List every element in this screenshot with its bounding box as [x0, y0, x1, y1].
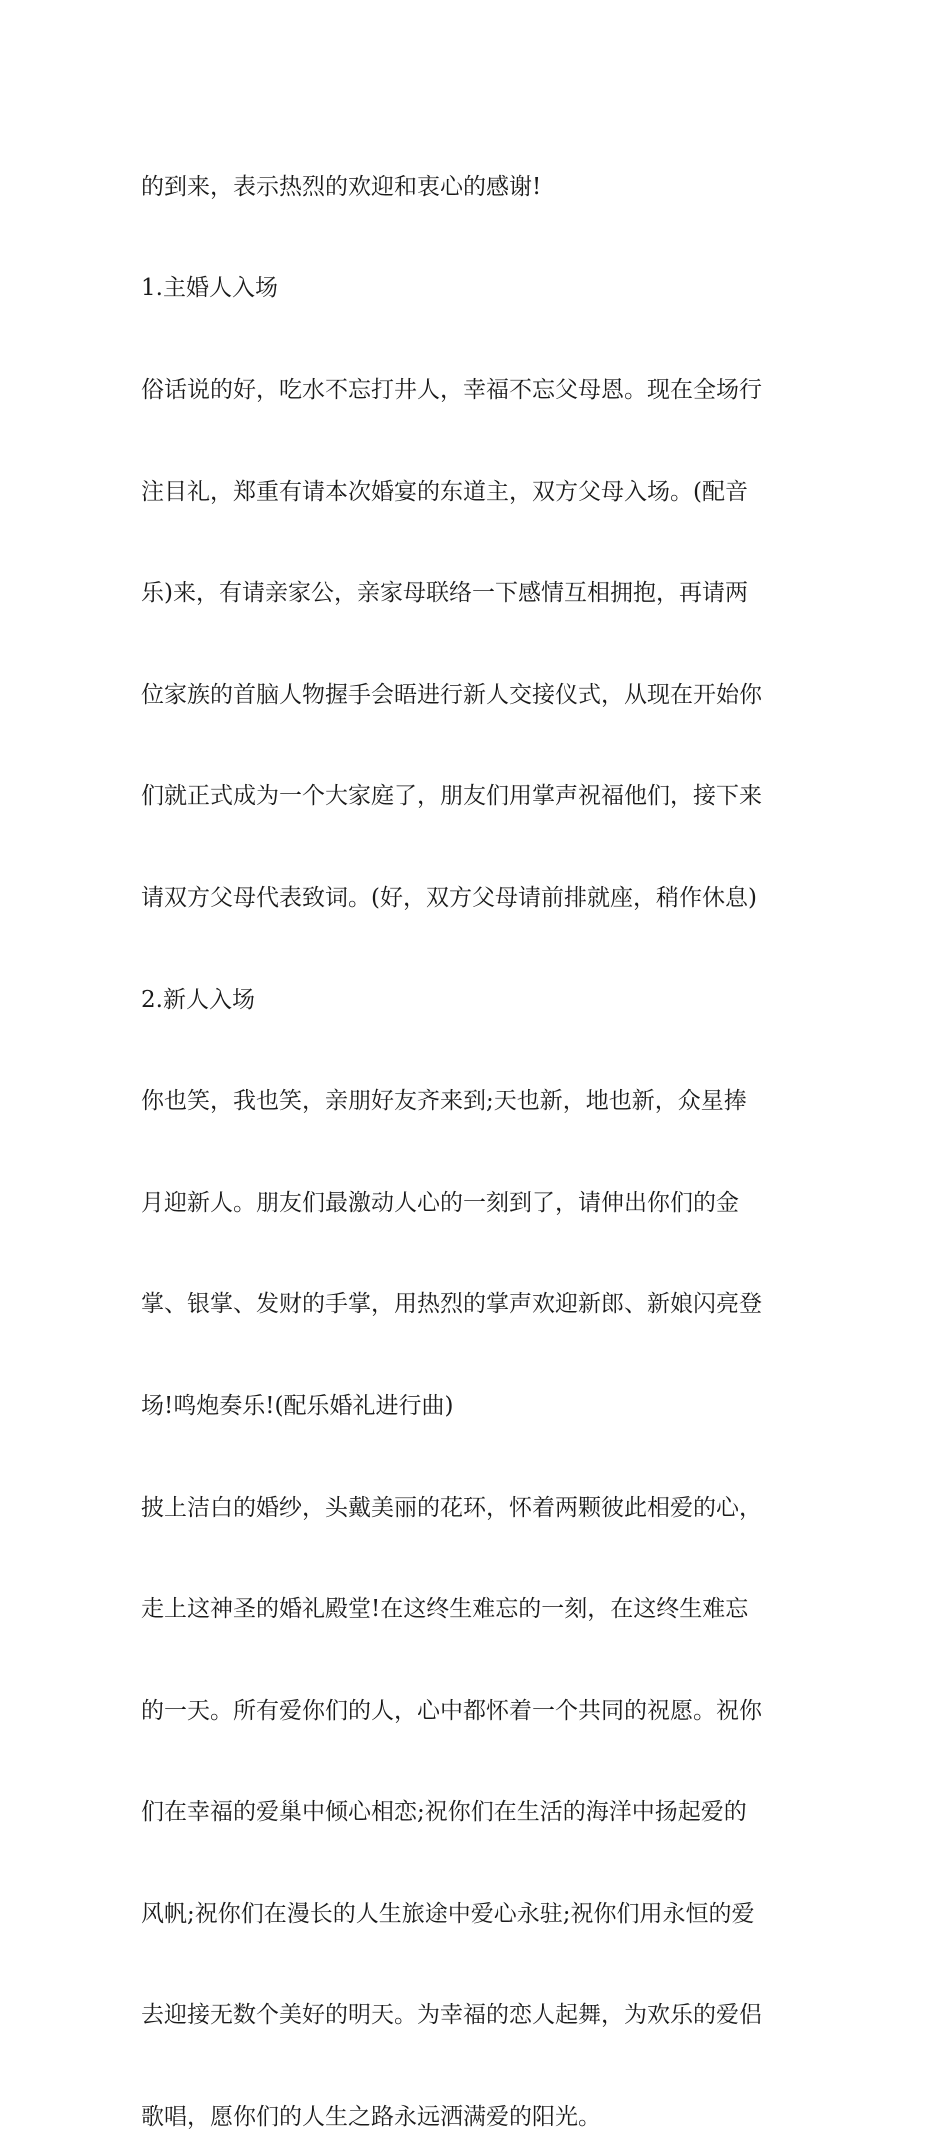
- text-line: 俗话说的好，吃水不忘打井人，幸福不忘父母恩。现在全场行: [141, 376, 762, 403]
- text-line: 你也笑，我也笑，亲朋好友齐来到;天也新，地也新，众星捧: [141, 1088, 747, 1115]
- paragraph-closing-welcome: [141, 111, 821, 213]
- text-line: 1.主婚人入场: [141, 275, 278, 302]
- text-line: 注目礼，郑重有请本次婚宴的东道主，双方父母入场。(配音: [141, 478, 748, 505]
- text-line: 请双方父母代表致词。(好，双方父母请前排就座，稍作休息): [141, 884, 757, 911]
- text-line: 月迎新人。朋友们最激动人心的一刻到了，请伸出你们的金: [141, 1189, 739, 1216]
- text-line: 们在幸福的爱巢中倾心相恋;祝你们在生活的海洋中扬起爱的: [141, 1799, 747, 1826]
- text-line: 的到来，表示热烈的欢迎和衷心的感谢!: [141, 173, 542, 200]
- section-heading-officiant-entrance: [141, 213, 821, 315]
- paragraph-parents-entrance: [141, 314, 821, 924]
- text-line: 去迎接无数个美好的明天。为幸福的恋人起舞，为欢乐的爱侣: [141, 2002, 762, 2029]
- text-line: 2.新人入场: [141, 986, 255, 1013]
- text-line: 披上洁白的婚纱，头戴美丽的花环，怀着两颗彼此相爱的心，: [141, 1494, 762, 1521]
- text-line: 走上这神圣的婚礼殿堂!在这终生难忘的一刻，在这终生难忘: [141, 1596, 749, 1623]
- text-line: 场!鸣炮奏乐!(配乐婚礼进行曲): [141, 1392, 454, 1419]
- text-line: 乐)来，有请亲家公，亲家母联络一下感情互相拥抱，再请两: [141, 580, 748, 607]
- text-line: 歌唱，愿你们的人生之路永远洒满爱的阳光。: [141, 2104, 601, 2131]
- document-body: [141, 111, 821, 2143]
- paragraph-blessing: [141, 1432, 821, 2143]
- text-line: 位家族的首脑人物握手会晤进行新人交接仪式，从现在开始你: [141, 681, 762, 708]
- text-line: 风帆;祝你们在漫长的人生旅途中爱心永驻;祝你们用永恒的爱: [141, 1900, 755, 1927]
- section-heading-couple-entrance: [141, 924, 821, 1026]
- text-line: 的一天。所有爱你们的人，心中都怀着一个共同的祝愿。祝你: [141, 1697, 762, 1724]
- text-line: 们就正式成为一个大家庭了，朋友们用掌声祝福他们，接下来: [141, 783, 762, 810]
- text-line: 掌、银掌、发财的手掌，用热烈的掌声欢迎新郎、新娘闪亮登: [141, 1291, 762, 1318]
